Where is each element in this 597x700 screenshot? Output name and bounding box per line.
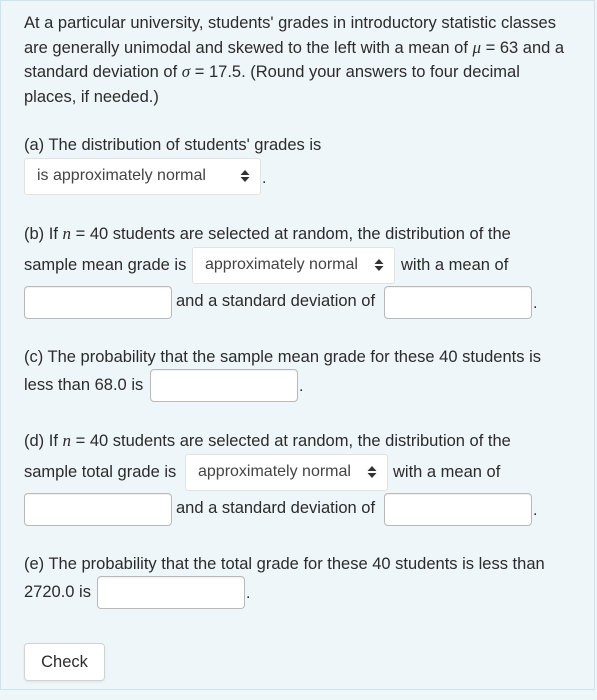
period: . bbox=[299, 378, 304, 395]
part-d-line2-pre: sample total grade is bbox=[24, 463, 177, 481]
period: . bbox=[262, 170, 267, 187]
part-e-probability-input[interactable] bbox=[97, 576, 245, 609]
period: . bbox=[246, 585, 251, 602]
part-c-line2: less than 68.0 is bbox=[24, 376, 144, 394]
n-symbol: n bbox=[62, 224, 72, 243]
mu-symbol: μ bbox=[472, 37, 482, 57]
part-b-mean-input[interactable] bbox=[24, 286, 172, 319]
intro-text: = 17.5. (Round your answers to four decimal places, if needed.) bbox=[24, 63, 520, 106]
intro-text: At a particular university, students' grades in introductory statistic classes are generally unimodal and skewed to the left with a mean of bbox=[24, 14, 556, 57]
period: . bbox=[533, 502, 538, 519]
select-value: is approximately normal bbox=[37, 167, 206, 184]
text: (b) If bbox=[24, 225, 63, 243]
select-value: approximately normal bbox=[198, 463, 351, 480]
text: = 40 students are selected at random, the distribution of the bbox=[71, 225, 511, 243]
part-a-label: (a) The distribution of students' grades is bbox=[24, 136, 322, 154]
updown-arrow-icon bbox=[367, 466, 377, 478]
part-e-line2: 2720.0 is bbox=[24, 583, 91, 601]
part-d-distribution-select[interactable] bbox=[185, 454, 388, 491]
intro-text: = 63 and a standard deviation of bbox=[24, 38, 565, 81]
part-c-probability-input[interactable] bbox=[150, 369, 298, 402]
problem-statement bbox=[24, 11, 569, 109]
part-c-line1: (c) The probability that the sample mean grade for these 40 students is bbox=[24, 348, 541, 366]
part-a-distribution-select[interactable] bbox=[24, 158, 261, 195]
part-b-line2-post: with a mean of bbox=[401, 256, 509, 274]
period: . bbox=[533, 295, 538, 312]
updown-arrow-icon bbox=[374, 259, 384, 271]
sigma-symbol: σ bbox=[181, 62, 191, 81]
updown-arrow-icon bbox=[240, 170, 250, 182]
part-d-line3-mid: and a standard deviation of bbox=[176, 499, 376, 517]
part-b-distribution-select[interactable] bbox=[192, 247, 395, 284]
part-b-line3-mid: and a standard deviation of bbox=[176, 292, 376, 310]
part-b-line1 bbox=[24, 224, 511, 244]
part-d-mean-input[interactable] bbox=[24, 493, 172, 526]
text: = 40 students are selected at random, the distribution of the bbox=[71, 432, 511, 450]
part-d-sd-input[interactable] bbox=[384, 493, 532, 526]
n-symbol: n bbox=[62, 431, 72, 450]
part-d-line1 bbox=[24, 431, 511, 451]
text: (d) If bbox=[24, 432, 63, 450]
check-button[interactable]: Check bbox=[24, 643, 105, 681]
part-e-line1: (e) The probability that the total grade for these 40 students is less than bbox=[24, 555, 545, 573]
part-b-line2-pre: sample mean grade is bbox=[24, 256, 187, 274]
part-d-line2-post: with a mean of bbox=[393, 463, 501, 481]
select-value: approximately normal bbox=[205, 256, 358, 273]
part-b-sd-input[interactable] bbox=[384, 286, 532, 319]
